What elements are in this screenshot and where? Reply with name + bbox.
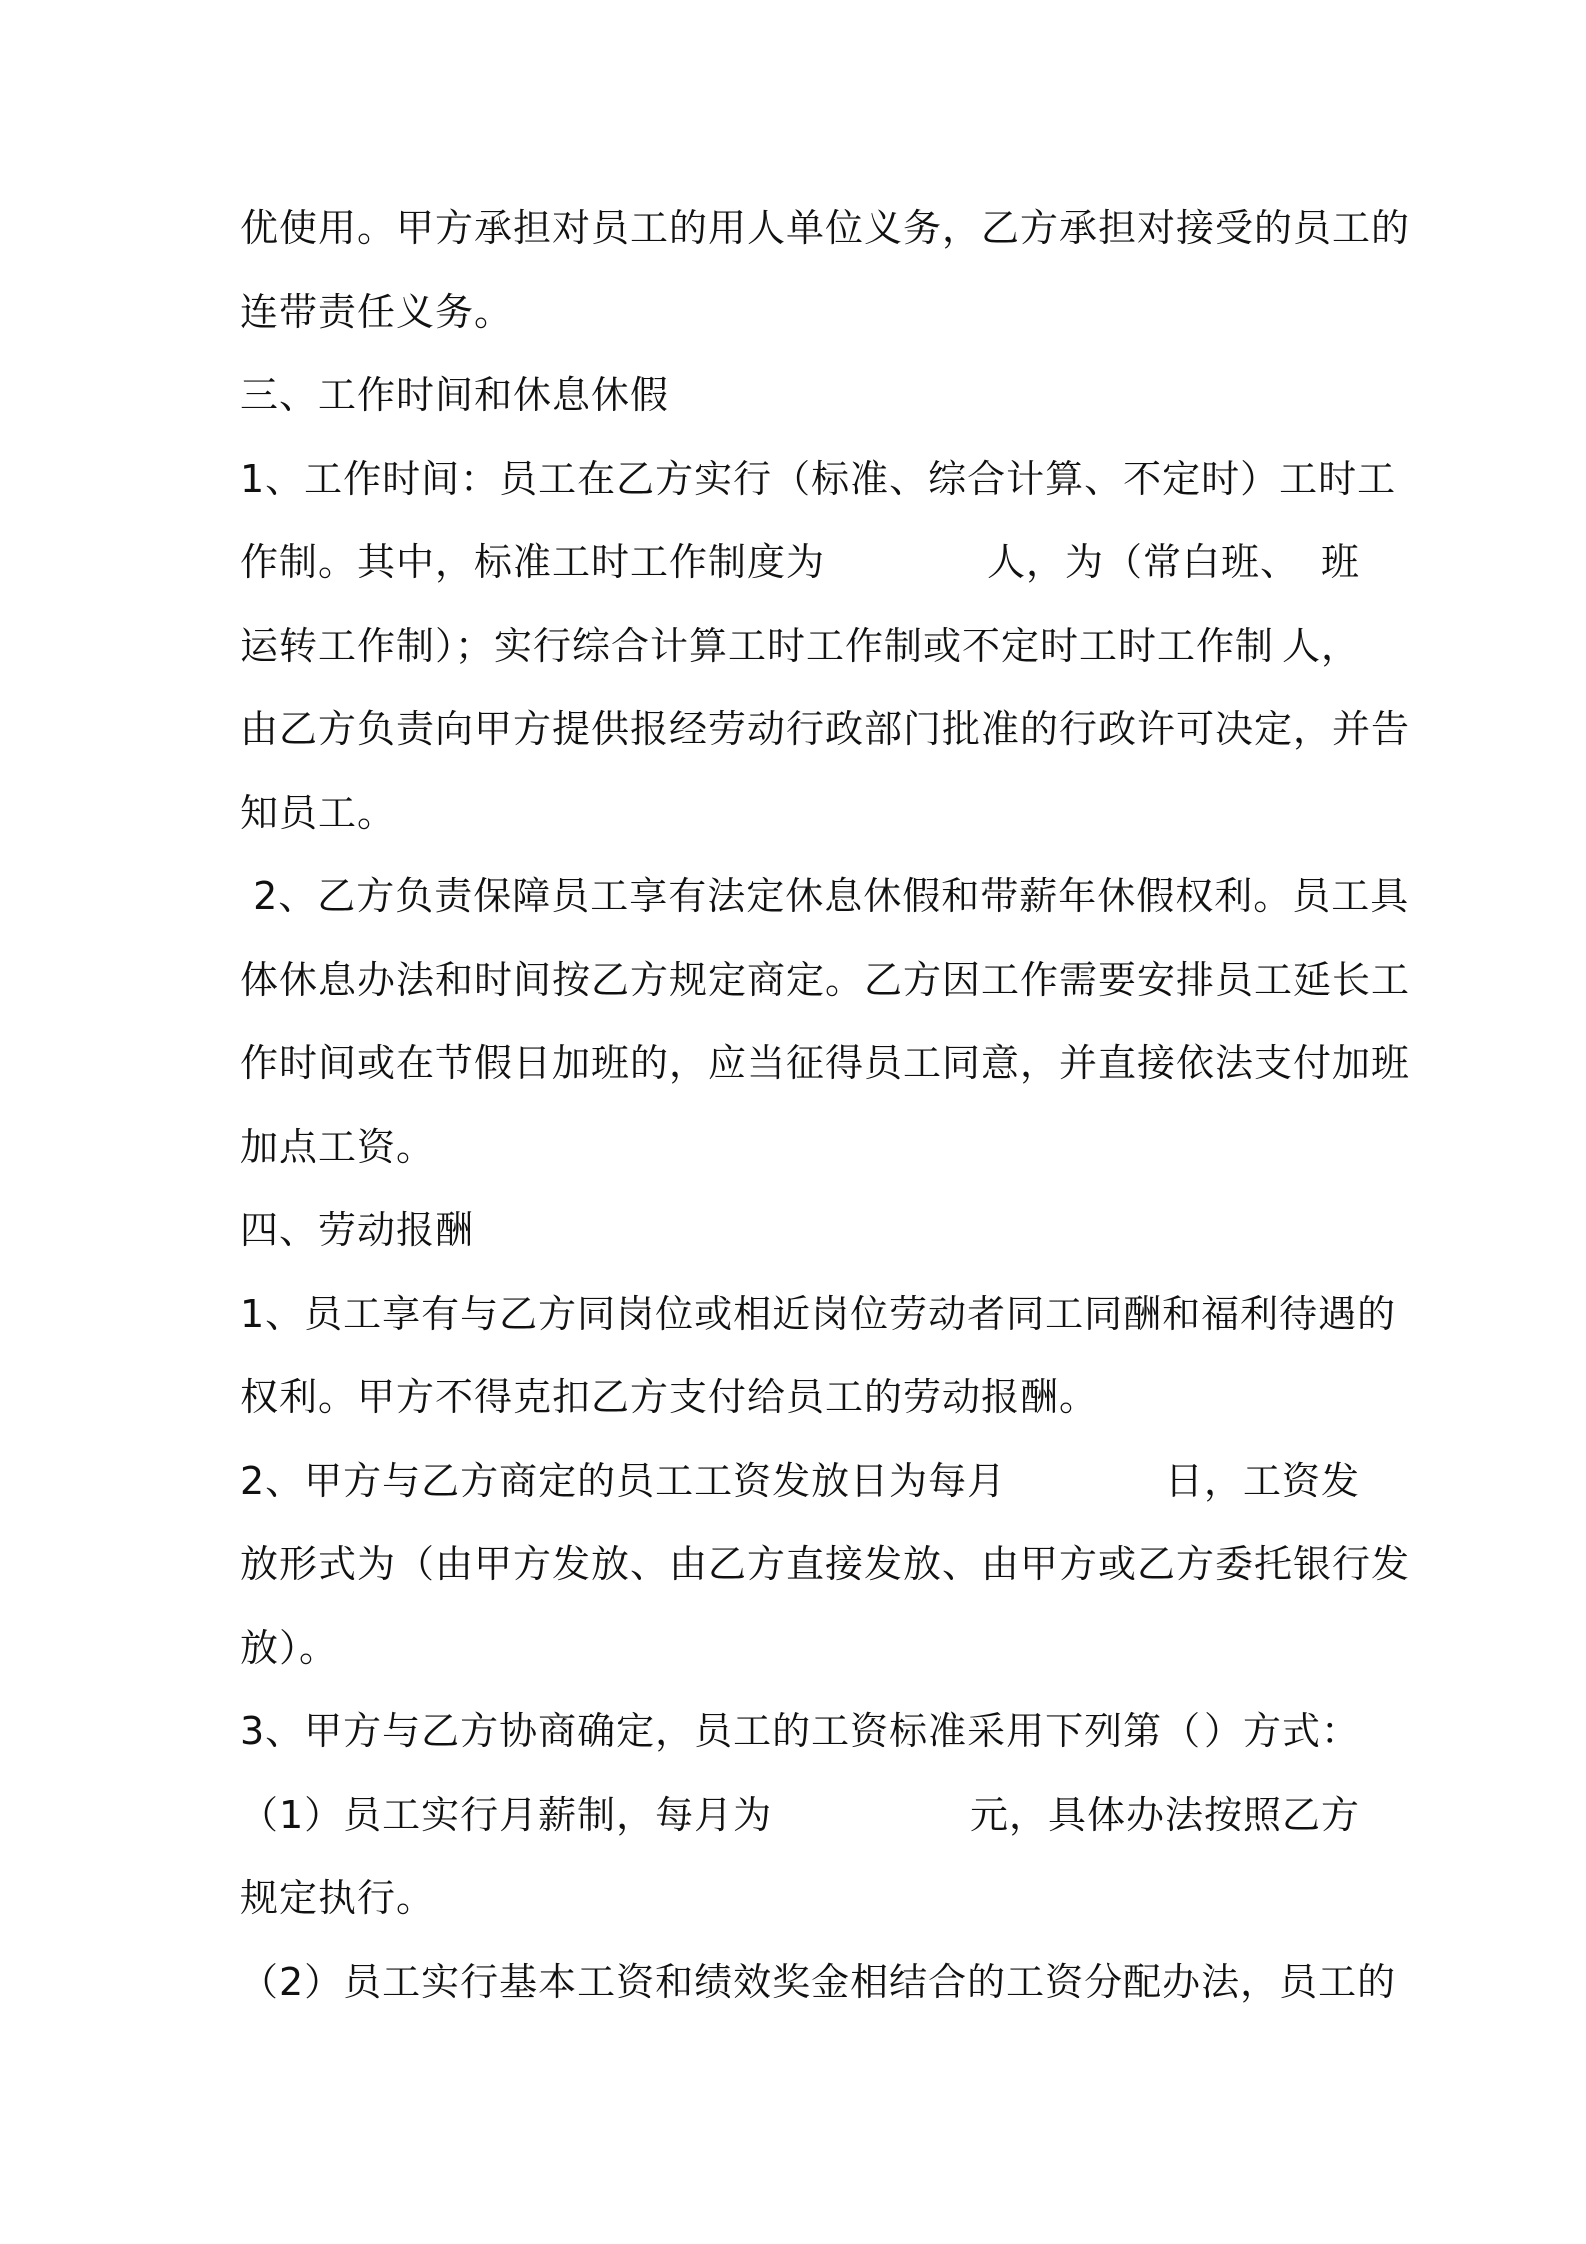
section-heading-labor-pay: 四、劳动报酬 <box>240 1208 475 1252</box>
text-line <box>240 1456 1360 1506</box>
text-segment: 运转工作制）；实行综合计算工时工作制或不定时工时工作制 <box>240 624 1275 668</box>
text-segment: 3、甲方与乙方协商确定，员工的工资标准采用下列第（ <box>240 1709 1202 1753</box>
text-line: 连带责任义务。 <box>240 290 514 334</box>
text-line <box>240 1790 1360 1840</box>
text-segment: 2、甲方与乙方商定的员工工资发放日为每月 <box>240 1459 1007 1503</box>
text-line: 加点工资。 <box>240 1125 436 1169</box>
text-segment: 人，为（常白班、 <box>987 540 1300 584</box>
text-segment: 元，具体办法按照乙方 <box>969 1793 1360 1837</box>
text-line: 规定执行。 <box>240 1876 436 1920</box>
text-segment: ）方式： <box>1203 1709 1360 1753</box>
text-line: 由乙方负责向甲方提供报经劳动行政部门批准的行政许可决定，并告 <box>240 707 1411 751</box>
text-line: 1、员工享有与乙方同岗位或相近岗位劳动者同工同酬和福利待遇的 <box>240 1292 1397 1336</box>
text-segment: 作制。其中，标准工时工作制度为 <box>240 540 826 584</box>
text-line: 放形式为（由甲方发放、由乙方直接发放、由甲方或乙方委托银行发 <box>240 1542 1411 1586</box>
text-line: 2、乙方负责保障员工享有法定休息休假和带薪年休假权利。员工具 <box>240 874 1410 918</box>
text-segment: 日，工资发 <box>1164 1459 1360 1503</box>
text-line: 知员工。 <box>240 791 397 835</box>
text-line: 优使用。甲方承担对员工的用人单位义务，乙方承担对接受的员工的 <box>240 206 1411 250</box>
text-line: 权利。甲方不得克扣乙方支付给员工的劳动报酬。 <box>240 1375 1099 1419</box>
text-line: 放）。 <box>240 1626 339 1670</box>
text-segment: 班 <box>1320 540 1360 584</box>
section-heading-work-time: 三、工作时间和休息休假 <box>240 373 670 417</box>
text-line: 1、工作时间：员工在乙方实行（标准、综合计算、不定时）工时工 <box>240 457 1397 501</box>
text-line <box>240 1706 1360 1756</box>
text-segment: 人， <box>1281 624 1360 668</box>
text-line: 体休息办法和时间按乙方规定商定。乙方因工作需要安排员工延长工 <box>240 958 1411 1002</box>
text-line <box>240 621 1360 671</box>
text-line: 作时间或在节假日加班的，应当征得员工同意，并直接依法支付加班 <box>240 1041 1411 1085</box>
text-line: （2）员工实行基本工资和绩效奖金相结合的工资分配办法，员工的 <box>240 1960 1397 2004</box>
text-line <box>240 537 1360 587</box>
text-segment: （1）员工实行月薪制，每月为 <box>240 1793 773 1837</box>
